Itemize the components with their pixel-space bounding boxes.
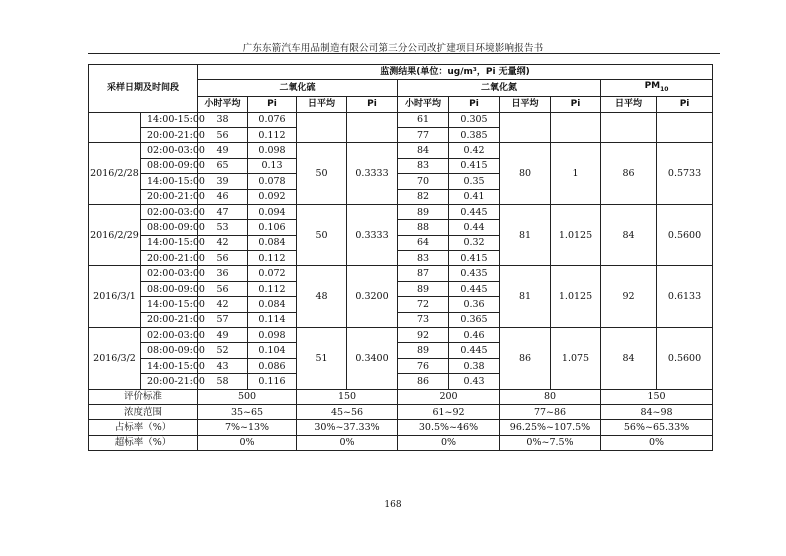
so2-hourly-pi-cell: 0.112 <box>248 281 297 296</box>
time-cell: 14:00-15:00 <box>141 297 198 312</box>
summary-pm10-daily: 150 <box>601 389 713 404</box>
no2-daily-cell: 81 <box>500 204 551 266</box>
no2-daily-cell <box>500 112 551 143</box>
no2-hourly-pi-cell: 0.445 <box>449 204 500 219</box>
summary-row <box>89 405 713 420</box>
so2-daily-cell: 51 <box>297 328 347 390</box>
pm10-daily-cell: 92 <box>601 266 657 328</box>
no2-daily-pi-cell: 1.0125 <box>551 266 601 328</box>
no2-hourly-pi-cell: 0.44 <box>449 220 500 235</box>
summary-no2-hourly: 61~92 <box>398 405 500 420</box>
time-cell: 20:00-21:00 <box>141 312 198 327</box>
no2-daily-pi-cell: 1.0125 <box>551 204 601 266</box>
so2-hourly-pi-cell: 0.084 <box>248 297 297 312</box>
time-cell: 08:00-09:00 <box>141 281 198 296</box>
so2-hourly-cell: 38 <box>198 112 248 127</box>
so2-hourly-pi-cell: 0.076 <box>248 112 297 127</box>
time-cell: 02:00-03:00 <box>141 143 198 158</box>
pm10-subscript: 10 <box>660 86 669 94</box>
so2-hourly-cell: 57 <box>198 312 248 327</box>
so2-daily-pi-cell <box>347 112 398 143</box>
time-cell: 20:00-21:00 <box>141 189 198 204</box>
so2-daily-cell: 48 <box>297 266 347 328</box>
no2-hourly-cell: 83 <box>398 158 449 173</box>
no2-hourly-cell: 89 <box>398 281 449 296</box>
summary-pm10-daily: 56%~65.33% <box>601 420 713 435</box>
summary-pm10-daily: 0% <box>601 435 713 450</box>
no2-hourly-cell: 73 <box>398 312 449 327</box>
header-row <box>89 65 713 80</box>
no2-hourly-pi-cell: 0.435 <box>449 266 500 281</box>
summary-no2-hourly: 30.5%~46% <box>398 420 500 435</box>
time-cell: 14:00-15:00 <box>141 174 198 189</box>
so2-hourly-pi-cell: 0.084 <box>248 235 297 250</box>
so2-hourly-cell: 56 <box>198 281 248 296</box>
no2-hourly-pi-cell: 0.365 <box>449 312 500 327</box>
so2-hourly-pi-cell: 0.094 <box>248 204 297 219</box>
no2-hourly-pi-header: Pi <box>449 97 500 112</box>
monitoring-results-table <box>88 64 713 451</box>
summary-no2-hourly: 200 <box>398 389 500 404</box>
time-cell: 20:00-21:00 <box>141 374 198 389</box>
pm10-daily-pi-cell: 0.5733 <box>657 143 713 205</box>
so2-hourly-pi-header: Pi <box>248 97 297 112</box>
so2-daily-pi-cell: 0.3200 <box>347 266 398 328</box>
so2-hourly-cell: 42 <box>198 235 248 250</box>
result-title: 监测结果(单位：ug/m³，Pi 无量纲) <box>198 65 713 80</box>
table-row <box>89 204 713 219</box>
no2-daily-cell: 80 <box>500 143 551 205</box>
header-rule <box>88 53 720 54</box>
no2-daily-cell: 81 <box>500 266 551 328</box>
date-cell: 2016/2/28 <box>89 143 141 205</box>
so2-hourly-cell: 43 <box>198 358 248 373</box>
so2-hourly-pi-cell: 0.098 <box>248 143 297 158</box>
pm10-header <box>601 80 713 97</box>
summary-no2-daily: 0%~7.5% <box>500 435 601 450</box>
so2-hourly-pi-cell: 0.114 <box>248 312 297 327</box>
so2-hourly-pi-cell: 0.104 <box>248 343 297 358</box>
time-cell: 14:00-15:00 <box>141 358 198 373</box>
no2-hourly-pi-cell: 0.415 <box>449 158 500 173</box>
summary-no2-hourly: 0% <box>398 435 500 450</box>
summary-so2-daily: 30%~37.33% <box>297 420 398 435</box>
pm10-daily-cell: 84 <box>601 204 657 266</box>
summary-so2-hourly: 7%~13% <box>198 420 297 435</box>
no2-hourly-cell: 64 <box>398 235 449 250</box>
no2-hourly-cell: 86 <box>398 374 449 389</box>
pm10-daily-cell <box>601 112 657 143</box>
no2-hourly-cell: 76 <box>398 358 449 373</box>
pm10-daily-cell: 86 <box>601 143 657 205</box>
pm10-daily-pi-cell <box>657 112 713 143</box>
so2-daily-pi-cell: 0.3333 <box>347 204 398 266</box>
time-cell: 20:00-21:00 <box>141 127 198 142</box>
no2-hourly-cell: 84 <box>398 143 449 158</box>
no2-hourly-cell: 61 <box>398 112 449 127</box>
summary-row <box>89 389 713 404</box>
so2-hourly-header: 小时平均 <box>198 97 248 112</box>
so2-hourly-pi-cell: 0.078 <box>248 174 297 189</box>
pm10-daily-cell: 84 <box>601 328 657 390</box>
so2-header: 二氧化硫 <box>198 80 398 97</box>
no2-hourly-cell: 87 <box>398 266 449 281</box>
so2-hourly-cell: 49 <box>198 328 248 343</box>
time-cell: 14:00-15:00 <box>141 235 198 250</box>
summary-no2-daily: 77~86 <box>500 405 601 420</box>
date-cell: 2016/2/29 <box>89 204 141 266</box>
summary-no2-daily: 96.25%~107.5% <box>500 420 601 435</box>
so2-daily-cell: 50 <box>297 204 347 266</box>
so2-hourly-cell: 65 <box>198 158 248 173</box>
so2-hourly-pi-cell: 0.072 <box>248 266 297 281</box>
no2-hourly-pi-cell: 0.385 <box>449 127 500 142</box>
row-header-label: 采样日期及时间段 <box>89 65 198 113</box>
date-cell: 2016/3/2 <box>89 328 141 390</box>
so2-daily-cell: 50 <box>297 143 347 205</box>
table-row <box>89 328 713 343</box>
no2-hourly-pi-cell: 0.32 <box>449 235 500 250</box>
summary-no2-daily: 80 <box>500 389 601 404</box>
pm10-main: PM <box>644 81 661 92</box>
no2-hourly-pi-cell: 0.42 <box>449 143 500 158</box>
date-cell: 2016/3/1 <box>89 266 141 328</box>
summary-row <box>89 435 713 450</box>
no2-hourly-cell: 72 <box>398 297 449 312</box>
so2-hourly-cell: 56 <box>198 127 248 142</box>
no2-hourly-cell: 89 <box>398 204 449 219</box>
so2-daily-pi-header: Pi <box>347 97 398 112</box>
summary-label: 超标率（%） <box>89 435 198 450</box>
no2-hourly-pi-cell: 0.445 <box>449 281 500 296</box>
summary-row <box>89 420 713 435</box>
so2-hourly-pi-cell: 0.112 <box>248 127 297 142</box>
pm10-daily-pi-cell: 0.6133 <box>657 266 713 328</box>
no2-hourly-pi-cell: 0.41 <box>449 189 500 204</box>
so2-daily-header: 日平均 <box>297 97 347 112</box>
table-row <box>89 112 713 127</box>
so2-hourly-pi-cell: 0.098 <box>248 328 297 343</box>
pm10-daily-pi-cell: 0.5600 <box>657 328 713 390</box>
so2-hourly-cell: 49 <box>198 143 248 158</box>
pm10-daily-pi-cell: 0.5600 <box>657 204 713 266</box>
no2-hourly-pi-cell: 0.46 <box>449 328 500 343</box>
pm10-daily-pi-header: Pi <box>657 97 713 112</box>
no2-daily-pi-cell: 1.075 <box>551 328 601 390</box>
time-cell: 08:00-09:00 <box>141 220 198 235</box>
no2-hourly-cell: 70 <box>398 174 449 189</box>
summary-so2-hourly: 35~65 <box>198 405 297 420</box>
so2-hourly-cell: 58 <box>198 374 248 389</box>
so2-hourly-pi-cell: 0.116 <box>248 374 297 389</box>
summary-so2-daily: 0% <box>297 435 398 450</box>
so2-hourly-cell: 52 <box>198 343 248 358</box>
no2-daily-pi-cell: 1 <box>551 143 601 205</box>
no2-daily-pi-header: Pi <box>551 97 601 112</box>
page-header: 广东东箭汽车用品制造有限公司第三分公司改扩建项目环境影响报告书 <box>242 43 544 54</box>
summary-so2-daily: 45~56 <box>297 405 398 420</box>
no2-hourly-header: 小时平均 <box>398 97 449 112</box>
summary-so2-hourly: 0% <box>198 435 297 450</box>
no2-hourly-cell: 82 <box>398 189 449 204</box>
no2-daily-cell: 86 <box>500 328 551 390</box>
summary-pm10-daily: 84~98 <box>601 405 713 420</box>
no2-hourly-pi-cell: 0.38 <box>449 358 500 373</box>
so2-hourly-cell: 53 <box>198 220 248 235</box>
no2-hourly-pi-cell: 0.415 <box>449 251 500 266</box>
summary-label: 评价标准 <box>89 389 198 404</box>
no2-hourly-pi-cell: 0.36 <box>449 297 500 312</box>
so2-hourly-pi-cell: 0.092 <box>248 189 297 204</box>
summary-so2-daily: 150 <box>297 389 398 404</box>
table-row <box>89 143 713 158</box>
so2-hourly-cell: 47 <box>198 204 248 219</box>
no2-hourly-cell: 77 <box>398 127 449 142</box>
date-cell <box>89 112 141 143</box>
summary-so2-hourly: 500 <box>198 389 297 404</box>
no2-daily-header: 日平均 <box>500 97 551 112</box>
so2-daily-pi-cell: 0.3400 <box>347 328 398 390</box>
so2-hourly-cell: 42 <box>198 297 248 312</box>
no2-daily-pi-cell <box>551 112 601 143</box>
so2-hourly-cell: 39 <box>198 174 248 189</box>
page-number: 168 <box>384 500 402 510</box>
time-cell: 02:00-03:00 <box>141 204 198 219</box>
no2-hourly-pi-cell: 0.43 <box>449 374 500 389</box>
no2-hourly-pi-cell: 0.35 <box>449 174 500 189</box>
so2-hourly-cell: 36 <box>198 266 248 281</box>
so2-daily-pi-cell: 0.3333 <box>347 143 398 205</box>
no2-hourly-cell: 83 <box>398 251 449 266</box>
so2-hourly-pi-cell: 0.086 <box>248 358 297 373</box>
so2-hourly-cell: 56 <box>198 251 248 266</box>
summary-label: 浓度范围 <box>89 405 198 420</box>
no2-header: 二氧化氮 <box>398 80 601 97</box>
pm10-daily-header: 日平均 <box>601 97 657 112</box>
no2-hourly-cell: 89 <box>398 343 449 358</box>
so2-hourly-pi-cell: 0.13 <box>248 158 297 173</box>
time-cell: 08:00-09:00 <box>141 343 198 358</box>
no2-hourly-cell: 88 <box>398 220 449 235</box>
summary-label: 占标率（%） <box>89 420 198 435</box>
time-cell: 02:00-03:00 <box>141 328 198 343</box>
no2-hourly-pi-cell: 0.445 <box>449 343 500 358</box>
so2-hourly-pi-cell: 0.112 <box>248 251 297 266</box>
time-cell: 14:00-15:00 <box>141 112 198 127</box>
so2-hourly-pi-cell: 0.106 <box>248 220 297 235</box>
time-cell: 08:00-09:00 <box>141 158 198 173</box>
time-cell: 02:00-03:00 <box>141 266 198 281</box>
table-row <box>89 266 713 281</box>
time-cell: 20:00-21:00 <box>141 251 198 266</box>
no2-hourly-pi-cell: 0.305 <box>449 112 500 127</box>
no2-hourly-cell: 92 <box>398 328 449 343</box>
so2-hourly-cell: 46 <box>198 189 248 204</box>
so2-daily-cell <box>297 112 347 143</box>
